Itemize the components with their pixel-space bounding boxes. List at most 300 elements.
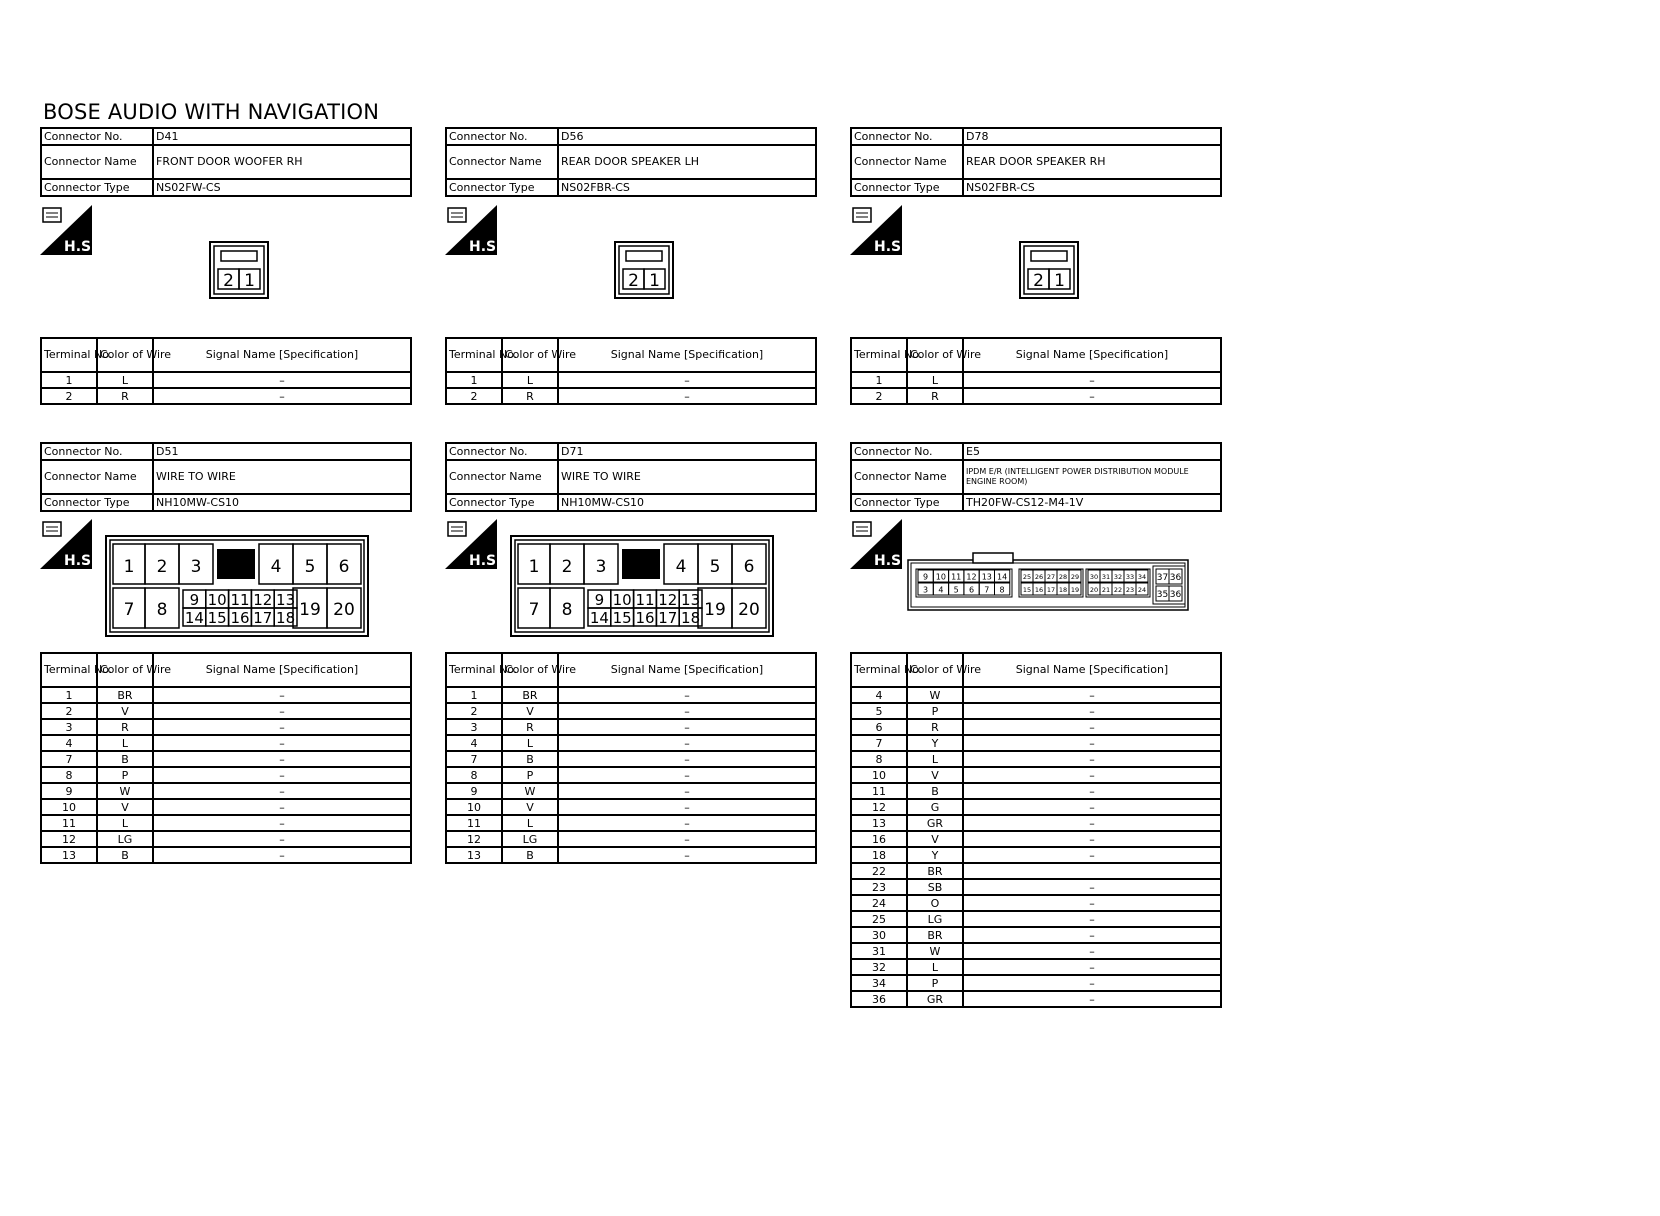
table-cell: –: [963, 959, 1221, 975]
table-row: [446, 815, 816, 831]
table-cell: 1: [851, 372, 907, 388]
table-cell: W: [907, 687, 963, 703]
table-cell: L: [502, 815, 558, 831]
pin-label: 33: [1125, 573, 1135, 581]
hs-label: H.S.: [64, 239, 97, 255]
connector-block-e5: [850, 442, 1222, 512]
table-cell: –: [963, 943, 1221, 959]
table-cell: –: [963, 895, 1221, 911]
table-cell: –: [558, 783, 816, 799]
table-row: [851, 879, 1221, 895]
table-row: [41, 372, 411, 388]
pin-label: 13: [981, 572, 992, 582]
color-header: Color of Wire: [502, 653, 558, 687]
connector-no-value: D78: [963, 128, 1221, 145]
table-cell: –: [153, 372, 411, 388]
pin-label: 15: [1022, 586, 1032, 594]
connector-name-label: Connector Name: [446, 460, 558, 494]
table-cell: P: [97, 767, 153, 783]
pin-label: 14: [589, 609, 609, 627]
pin-label: 12: [253, 591, 273, 609]
table-row: [446, 799, 816, 815]
table-cell: V: [97, 799, 153, 815]
table-cell: G: [907, 799, 963, 815]
pin-label: 8: [561, 600, 573, 620]
table-cell: –: [153, 751, 411, 767]
signal-header: Signal Name [Specification]: [558, 338, 816, 372]
connector-block-d51: [40, 442, 412, 512]
pin-label: 3: [923, 585, 929, 595]
table-cell: –: [153, 735, 411, 751]
table-row: [41, 783, 411, 799]
table-cell: 5: [851, 703, 907, 719]
table-cell: 9: [41, 783, 97, 799]
table-cell: 8: [446, 767, 502, 783]
table-cell: 1: [41, 372, 97, 388]
harness-side-icon: [850, 519, 907, 569]
connector-face-e5: [907, 552, 1189, 612]
pin-label: 20: [333, 600, 355, 620]
table-row: [446, 703, 816, 719]
table-cell: 6: [851, 719, 907, 735]
terminal-no-header: Terminal No.: [446, 653, 502, 687]
connector-name-label: Connector Name: [41, 460, 153, 494]
table-row: [851, 388, 1221, 404]
terminal-table: [850, 652, 1222, 1008]
table-cell: –: [963, 799, 1221, 815]
connector-name-value: WIRE TO WIRE: [558, 460, 816, 494]
table-row: [851, 735, 1221, 751]
connector-type-label: Connector Type: [446, 179, 558, 196]
color-header: Color of Wire: [97, 653, 153, 687]
table-cell: –: [963, 388, 1221, 404]
terminal-table: [445, 652, 817, 864]
connector-face-d78: [1019, 241, 1079, 299]
pin-label: 9: [189, 591, 200, 609]
table-cell: –: [558, 735, 816, 751]
color-header: Color of Wire: [907, 653, 963, 687]
table-cell: 3: [41, 719, 97, 735]
signal-header: Signal Name [Specification]: [153, 338, 411, 372]
table-cell: L: [907, 751, 963, 767]
pin-label: 34: [1137, 573, 1147, 581]
table-row: [851, 847, 1221, 863]
pin-label: 1: [528, 557, 540, 577]
connector-no-label: Connector No.: [41, 128, 153, 145]
pin-label: 6: [743, 557, 755, 577]
table-cell: –: [558, 703, 816, 719]
pin-label: 20: [1089, 586, 1099, 594]
pin-label: 36: [1169, 590, 1182, 600]
table-cell: –: [153, 815, 411, 831]
pin-label: 10: [612, 591, 632, 609]
connector-info-table: [850, 127, 1222, 197]
table-cell: 22: [851, 863, 907, 879]
pin-label: 2: [156, 557, 168, 577]
table-cell: –: [558, 388, 816, 404]
terminal-no-header: Terminal No.: [41, 653, 97, 687]
table-cell: –: [963, 847, 1221, 863]
hs-label: H.S.: [469, 239, 502, 255]
table-cell: V: [502, 703, 558, 719]
pin-label: 16: [1034, 586, 1044, 594]
table-cell: P: [502, 767, 558, 783]
connector-no-label: Connector No.: [446, 128, 558, 145]
harness-side-icon: [40, 519, 97, 569]
table-cell: L: [907, 959, 963, 975]
terminal-no-header: Terminal No.: [851, 653, 907, 687]
connector-info-table: [445, 442, 817, 512]
table-cell: –: [963, 703, 1221, 719]
table-cell: V: [97, 703, 153, 719]
table-cell: 3: [446, 719, 502, 735]
pin-label: 4: [938, 585, 944, 595]
pin-label: 17: [1046, 586, 1056, 594]
connector-no-label: Connector No.: [851, 443, 963, 460]
connector-name-value: WIRE TO WIRE: [153, 460, 411, 494]
terminal-block-d41: [40, 337, 412, 405]
pin-label: 17: [253, 609, 273, 627]
pin-label: 19: [1070, 586, 1080, 594]
pin-label: 5: [953, 585, 959, 595]
pin-label: 14: [184, 609, 204, 627]
pin-label: 37: [1156, 573, 1169, 583]
connector-info-table: [445, 127, 817, 197]
connector-name-value: REAR DOOR SPEAKER LH: [558, 145, 816, 179]
pin-label: 30: [1089, 573, 1099, 581]
terminal-block-d71: [445, 652, 817, 864]
pin-label: 12: [658, 591, 678, 609]
table-cell: 16: [851, 831, 907, 847]
harness-side-icon: [40, 205, 97, 255]
table-row: [851, 975, 1221, 991]
table-cell: [963, 863, 1221, 879]
pin-label: 16: [635, 609, 655, 627]
table-cell: SB: [907, 879, 963, 895]
table-cell: L: [97, 815, 153, 831]
pin-label: 6: [968, 585, 975, 595]
table-cell: 13: [446, 847, 502, 863]
table-row: [851, 783, 1221, 799]
table-cell: BR: [502, 687, 558, 703]
connector-no-value: D51: [153, 443, 411, 460]
terminal-table: [40, 652, 412, 864]
table-row: [446, 831, 816, 847]
pin-label: 20: [738, 600, 760, 620]
table-cell: 25: [851, 911, 907, 927]
signal-header: Signal Name [Specification]: [963, 653, 1221, 687]
table-cell: –: [963, 911, 1221, 927]
pin-label: 22: [1113, 586, 1123, 594]
table-cell: 12: [446, 831, 502, 847]
pin-label: 28: [1058, 573, 1068, 581]
table-row: [851, 767, 1221, 783]
connector-info-table: [40, 442, 412, 512]
table-row: [851, 719, 1221, 735]
connector-type-label: Connector Type: [41, 179, 153, 196]
table-cell: 12: [851, 799, 907, 815]
pin-label: 13: [276, 591, 296, 609]
table-cell: 1: [41, 687, 97, 703]
pin-label: 29: [1070, 573, 1080, 581]
terminal-table: [445, 337, 817, 405]
pin-label: 7: [123, 600, 135, 620]
table-row: [41, 703, 411, 719]
table-row: [851, 927, 1221, 943]
pin-label: 25: [1022, 573, 1032, 581]
table-cell: 11: [41, 815, 97, 831]
terminal-table: [40, 337, 412, 405]
terminal-block-e5: [850, 652, 1222, 1008]
connector-name-label: Connector Name: [851, 460, 963, 494]
table-cell: 7: [446, 751, 502, 767]
table-cell: 2: [41, 388, 97, 404]
table-cell: B: [907, 783, 963, 799]
pin-label: 8: [156, 600, 168, 620]
table-cell: V: [907, 831, 963, 847]
table-row: [41, 799, 411, 815]
pin-label: 27: [1046, 573, 1056, 581]
pin-1: 1: [1054, 271, 1065, 291]
table-cell: V: [907, 767, 963, 783]
table-cell: W: [97, 783, 153, 799]
pin-label: 8: [999, 585, 1005, 595]
table-row: [446, 735, 816, 751]
table-cell: –: [558, 815, 816, 831]
connector-no-value: D71: [558, 443, 816, 460]
terminal-no-header: Terminal No.: [851, 338, 907, 372]
table-cell: –: [963, 831, 1221, 847]
table-cell: 9: [446, 783, 502, 799]
table-cell: 10: [851, 767, 907, 783]
pin-label: 21: [1101, 586, 1111, 594]
pin-label: 2: [561, 557, 573, 577]
pin-label: 18: [681, 609, 701, 627]
table-row: [851, 959, 1221, 975]
table-cell: –: [153, 831, 411, 847]
table-cell: L: [97, 735, 153, 751]
hs-label: H.S.: [874, 553, 907, 569]
table-row: [851, 815, 1221, 831]
table-cell: –: [963, 767, 1221, 783]
table-cell: R: [502, 388, 558, 404]
table-cell: –: [963, 687, 1221, 703]
table-cell: –: [558, 831, 816, 847]
pin-label: 15: [612, 609, 632, 627]
table-cell: O: [907, 895, 963, 911]
connector-type-label: Connector Type: [446, 494, 558, 511]
table-cell: R: [907, 719, 963, 735]
pin-label: 5: [709, 557, 721, 577]
table-cell: 30: [851, 927, 907, 943]
table-cell: 18: [851, 847, 907, 863]
connector-type-value: NS02FBR-CS: [558, 179, 816, 196]
table-cell: B: [502, 847, 558, 863]
table-cell: –: [963, 751, 1221, 767]
table-row: [851, 799, 1221, 815]
table-cell: P: [907, 975, 963, 991]
table-cell: –: [558, 719, 816, 735]
terminal-no-header: Terminal No.: [41, 338, 97, 372]
table-row: [41, 735, 411, 751]
connector-face-d41: [209, 241, 269, 299]
connector-block-d56: [445, 127, 817, 197]
connector-no-label: Connector No.: [851, 128, 963, 145]
connector-name-label: Connector Name: [41, 145, 153, 179]
pin-1: 1: [244, 271, 255, 291]
table-cell: 23: [851, 879, 907, 895]
table-cell: 2: [41, 703, 97, 719]
pin-label: 18: [1058, 586, 1068, 594]
pin-2: 2: [223, 271, 234, 291]
table-cell: –: [558, 847, 816, 863]
connector-name-label: Connector Name: [851, 145, 963, 179]
table-cell: –: [153, 687, 411, 703]
connector-name-value: IPDM E/R (INTELLIGENT POWER DISTRIBUTION MODULE ENGINE ROOM): [963, 460, 1221, 494]
pin-label: 12: [966, 572, 977, 582]
pin-label: 24: [1137, 586, 1147, 594]
pin-label: 5: [304, 557, 316, 577]
table-row: [851, 831, 1221, 847]
connector-type-label: Connector Type: [851, 179, 963, 196]
table-cell: 13: [41, 847, 97, 863]
table-cell: –: [963, 879, 1221, 895]
table-cell: B: [502, 751, 558, 767]
pin-label: 26: [1034, 573, 1044, 581]
table-row: [446, 719, 816, 735]
table-cell: P: [907, 703, 963, 719]
pin-label: 14: [997, 572, 1008, 582]
pin-label: 11: [951, 572, 962, 582]
table-row: [41, 687, 411, 703]
table-cell: GR: [907, 991, 963, 1007]
pin-label: 10: [207, 591, 227, 609]
table-cell: Y: [907, 735, 963, 751]
pin-label: 31: [1101, 573, 1111, 581]
table-cell: B: [97, 751, 153, 767]
connector-no-label: Connector No.: [446, 443, 558, 460]
table-cell: –: [153, 388, 411, 404]
table-row: [851, 863, 1221, 879]
terminal-no-header: Terminal No.: [446, 338, 502, 372]
table-cell: R: [97, 388, 153, 404]
terminal-block-d51: [40, 652, 412, 864]
table-cell: B: [97, 847, 153, 863]
table-cell: R: [502, 719, 558, 735]
table-cell: BR: [907, 927, 963, 943]
connector-name-label: Connector Name: [446, 145, 558, 179]
connector-no-value: E5: [963, 443, 1221, 460]
table-cell: 24: [851, 895, 907, 911]
connector-type-label: Connector Type: [851, 494, 963, 511]
table-cell: 7: [41, 751, 97, 767]
table-row: [41, 831, 411, 847]
table-cell: LG: [502, 831, 558, 847]
table-row: [851, 751, 1221, 767]
pin-label: 32: [1113, 573, 1123, 581]
table-cell: 1: [446, 687, 502, 703]
table-row: [446, 783, 816, 799]
color-header: Color of Wire: [97, 338, 153, 372]
table-cell: L: [97, 372, 153, 388]
table-cell: L: [502, 372, 558, 388]
pin-label: 11: [230, 591, 250, 609]
table-cell: 34: [851, 975, 907, 991]
pin-label: 4: [675, 557, 687, 577]
table-cell: –: [153, 799, 411, 815]
table-cell: GR: [907, 815, 963, 831]
table-cell: BR: [907, 863, 963, 879]
table-row: [851, 943, 1221, 959]
pin-label: 7: [984, 585, 990, 595]
table-cell: 32: [851, 959, 907, 975]
pin-2: 2: [628, 271, 639, 291]
hs-label: H.S.: [64, 553, 97, 569]
table-cell: 11: [446, 815, 502, 831]
pin-label: 13: [681, 591, 701, 609]
table-cell: 7: [851, 735, 907, 751]
terminal-table: [850, 337, 1222, 405]
table-row: [446, 847, 816, 863]
table-cell: –: [963, 991, 1221, 1007]
table-cell: Y: [907, 847, 963, 863]
connector-face-d56: [614, 241, 674, 299]
table-row: [41, 815, 411, 831]
connector-no-value: D41: [153, 128, 411, 145]
connector-type-value: NH10MW-CS10: [558, 494, 816, 511]
table-row: [446, 687, 816, 703]
table-cell: –: [963, 815, 1221, 831]
pin-label: 7: [528, 600, 540, 620]
table-cell: 8: [851, 751, 907, 767]
table-row: [851, 372, 1221, 388]
table-row: [41, 847, 411, 863]
table-row: [851, 911, 1221, 927]
terminal-block-d56: [445, 337, 817, 405]
table-cell: LG: [907, 911, 963, 927]
pin-label: 23: [1125, 586, 1135, 594]
table-row: [446, 751, 816, 767]
connector-no-label: Connector No.: [41, 443, 153, 460]
table-row: [851, 895, 1221, 911]
table-row: [851, 991, 1221, 1007]
table-cell: 36: [851, 991, 907, 1007]
table-row: [851, 687, 1221, 703]
table-cell: –: [153, 847, 411, 863]
table-cell: L: [502, 735, 558, 751]
pin-label: 35: [1156, 590, 1169, 600]
connector-block-d41: [40, 127, 412, 197]
pin-label: 16: [230, 609, 250, 627]
hs-label: H.S.: [469, 553, 502, 569]
harness-side-icon: [850, 205, 907, 255]
table-row: [446, 767, 816, 783]
pin-label: 4: [270, 557, 282, 577]
connector-type-value: NS02FBR-CS: [963, 179, 1221, 196]
pin-label: 9: [923, 572, 929, 582]
table-cell: –: [558, 751, 816, 767]
table-cell: –: [963, 719, 1221, 735]
table-cell: R: [97, 719, 153, 735]
table-cell: 2: [446, 388, 502, 404]
connector-block-d71: [445, 442, 817, 512]
signal-header: Signal Name [Specification]: [153, 653, 411, 687]
table-cell: –: [963, 372, 1221, 388]
pin-label: 6: [338, 557, 350, 577]
connector-name-value: REAR DOOR SPEAKER RH: [963, 145, 1221, 179]
table-cell: 13: [851, 815, 907, 831]
pin-label: 1: [123, 557, 135, 577]
